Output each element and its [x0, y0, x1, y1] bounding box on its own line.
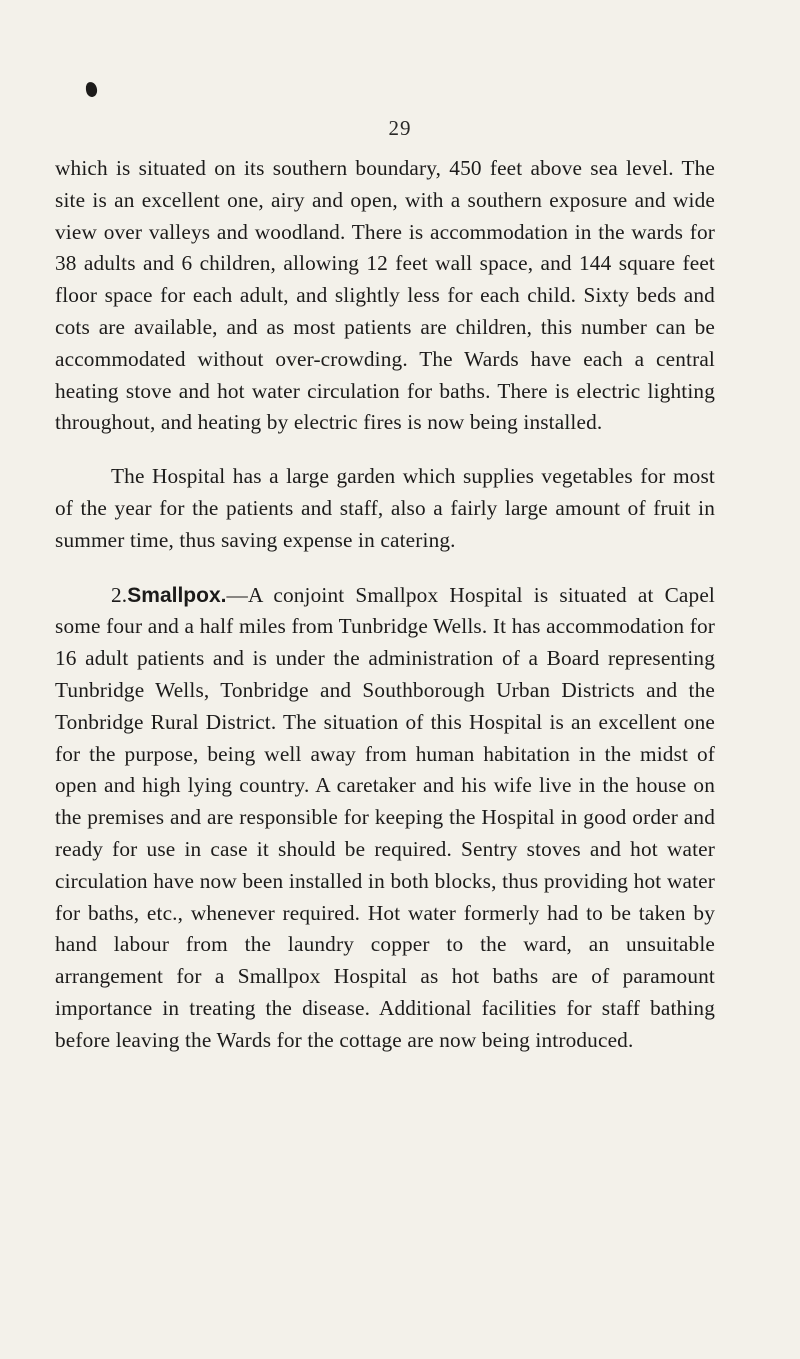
page-number: 29: [388, 116, 412, 140]
paragraph-1: which is situated on its southern boundary, 450 feet above sea level. The site is an excellent one, airy and open, with a southern exposure and wide view over valleys and woodland. There is accommodation in the wards for 38 adults and 6 children, allowing 12 feet wall space, and 144 square feet floor space for each adult, and slightly less for each child. Sixty beds and cots are available, and as most patients are children, this number can be accommodated without over-crowding. The Wards have each a central heating stove and hot water circulation for baths. There is electric lighting throughout, and heating by electric fires is now being installed.: [55, 156, 715, 435]
section-dash: —: [226, 582, 248, 607]
paragraph-2: The Hospital has a large garden which supplies vegetables for most of the year for the patients and staff, also a fairly large amount of fruit in summer time, thus saving expense in catering.: [55, 464, 715, 552]
section-number: 2.: [111, 582, 128, 607]
paragraph-3-text: A conjoint Smallpox Hospital is situated at Capel some four and a half miles from Tunbridge Wells. It has accommodation for 16 adult patients and is under the administration of a Board representing Tunbridge Wells, Tonbridge and Southborough Urban Districts and the Tonbridge Rural District. The situation of this Hospital is an excellent one for the purpose, being well away from human habitation in the midst of open and high lying country. A caretaker and his wife live in the house on the premises and are responsible for keeping the Hospital in good order and ready for use in case it should be required. Sentry stoves and hot water circulation have now been installed in both blocks, thus providing hot water for baths, etc., whenever required. Hot water formerly had to be taken by hand labour from the laundry copper to the ward, an unsuitable arrangement for a Smallpox Hospital as hot baths are of paramount importance in treating the disease. Additional facilities for staff bathing before leaving the Wards for the cottage are now being introduced.: [55, 582, 715, 1052]
paragraph-3: [55, 580, 715, 1057]
body-text: [55, 153, 715, 1057]
section-heading: Smallpox.: [127, 583, 227, 607]
ink-blot-mark: [85, 81, 98, 97]
